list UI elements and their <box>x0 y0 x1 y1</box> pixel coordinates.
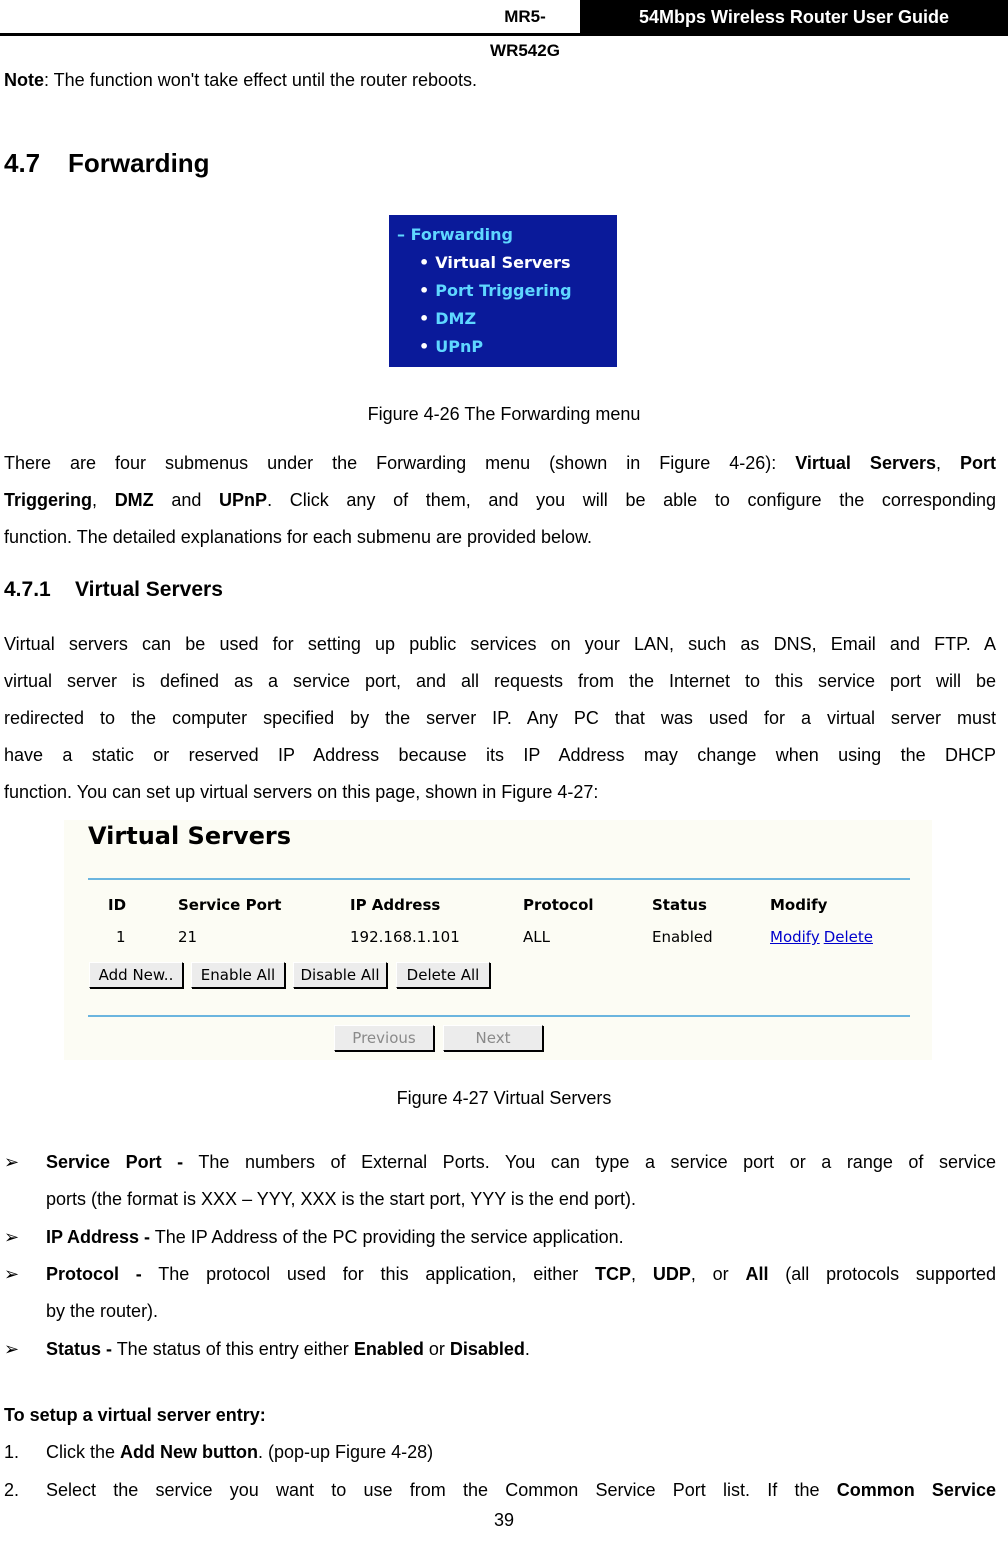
note-text: : The function won't take effect until the router reboots. <box>44 70 478 90</box>
subsection-heading <box>4 578 223 602</box>
col-header-id: ID <box>108 896 127 914</box>
vs-para-line-3: redirected to the computer specified by the server IP. Any PC that was used for a virtual server must <box>4 708 996 728</box>
row-modify-cell <box>770 928 877 946</box>
col-header-ip-address: IP Address <box>350 896 441 914</box>
bullet-status: Status - The status of this entry either Enabled or Disabled. <box>46 1339 530 1359</box>
col-header-modify: Modify <box>770 896 828 914</box>
bullet-dot-icon: • <box>419 337 430 356</box>
bullet-dot-icon: • <box>419 253 430 272</box>
intro-line-1: There are four submenus under the Forwarding menu (shown in Figure 4-26): Virtual Servers, Port <box>4 453 996 473</box>
intro-line-3: function. The detailed explanations for each submenu are provided below. <box>4 527 593 547</box>
bullet-ip-address: IP Address - The IP Address of the PC providing the service application. <box>46 1227 624 1247</box>
bullet-protocol-line-1: Protocol - The protocol used for this application, either TCP, UDP, or All (all protocols supported <box>46 1264 996 1284</box>
page-header <box>0 0 1008 60</box>
virtual-servers-panel <box>64 820 932 1060</box>
forwarding-menu-figure <box>389 215 617 367</box>
col-header-service-port: Service Port <box>178 896 282 914</box>
col-header-protocol: Protocol <box>523 896 594 914</box>
delete-all-button[interactable]: Delete All <box>396 962 490 988</box>
subsection-number: 4.7.1 <box>4 578 51 601</box>
subsection-title: Virtual Servers <box>75 578 223 601</box>
vs-para-line-5: function. You can set up virtual servers on this page, shown in Figure 4-27: <box>4 782 599 802</box>
bottom-divider <box>88 1015 910 1017</box>
menu-item-virtual-servers[interactable]: • Virtual Servers <box>419 253 571 272</box>
intro-line-2: Triggering, DMZ and UPnP. Click any of them, and you will be able to configure the corresponding <box>4 490 996 510</box>
delete-link[interactable]: Delete <box>823 928 873 946</box>
bullet-protocol-line-2: by the router). <box>46 1301 159 1321</box>
bullet-dot-icon: • <box>419 281 430 300</box>
enable-all-button[interactable]: Enable All <box>191 962 285 988</box>
bullet-service-port-line-1: Service Port - The numbers of External Ports. You can type a service port or a range of service <box>46 1152 996 1172</box>
section-title: Forwarding <box>68 148 210 178</box>
menu-item-dmz[interactable]: • DMZ <box>419 309 477 328</box>
menu-item-port-triggering[interactable]: • Port Triggering <box>419 281 572 300</box>
note-line <box>4 68 477 92</box>
page-number: 39 <box>493 1510 515 1530</box>
header-model: MR5-WR542G <box>490 7 560 60</box>
note-label: Note <box>4 70 44 90</box>
bullet-arrow-icon: ➢ <box>4 1339 20 1359</box>
next-button[interactable]: Next <box>443 1025 543 1051</box>
step-1-text: Click the Add New button. (pop-up Figure 4-28) <box>46 1442 434 1462</box>
row-protocol: ALL <box>523 928 550 946</box>
bullet-arrow-icon: ➢ <box>4 1264 20 1284</box>
bullet-arrow-icon: ➢ <box>4 1227 20 1247</box>
modify-link[interactable]: Modify <box>770 928 820 946</box>
row-status: Enabled <box>652 928 713 946</box>
collapse-icon: – <box>397 225 411 244</box>
row-service-port: 21 <box>178 928 198 946</box>
panel-title: Virtual Servers <box>88 822 291 850</box>
vs-para-line-1: Virtual servers can be used for setting up public services on your LAN, such as DNS, Email and FTP. A <box>4 634 996 654</box>
bullet-service-port-line-2: ports (the format is XXX – YYY, XXX is the start port, YYY is the end port). <box>46 1189 636 1209</box>
disable-all-button[interactable]: Disable All <box>293 962 387 988</box>
col-header-status: Status <box>652 896 707 914</box>
section-heading <box>4 148 210 179</box>
bullet-dot-icon: • <box>419 309 430 328</box>
row-ip-address: 192.168.1.101 <box>350 928 460 946</box>
step-2-number: 2. <box>4 1480 20 1500</box>
previous-button[interactable]: Previous <box>334 1025 434 1051</box>
section-number: 4.7 <box>4 148 41 178</box>
step-1-number: 1. <box>4 1442 20 1462</box>
top-divider <box>88 878 910 880</box>
forwarding-menu-title[interactable]: – Forwarding <box>397 225 513 244</box>
menu-item-upnp[interactable]: • UPnP <box>419 337 484 356</box>
header-rule <box>0 33 1008 36</box>
row-id: 1 <box>116 928 126 946</box>
step-2-text: Select the service you want to use from the Common Service Port list. If the Common Service <box>46 1480 996 1500</box>
add-new-button[interactable]: Add New.. <box>89 962 183 988</box>
bullet-arrow-icon: ➢ <box>4 1152 20 1172</box>
header-guide-title: 54Mbps Wireless Router User Guide <box>580 0 1008 34</box>
setup-heading: To setup a virtual server entry: <box>4 1405 266 1425</box>
vs-para-line-4: have a static or reserved IP Address because its IP Address may change when using the DHCP <box>4 745 996 765</box>
vs-para-line-2: virtual server is defined as a service port, and all requests from the Internet to this service port will be <box>4 671 996 691</box>
figure-26-caption: Figure 4-26 The Forwarding menu <box>367 404 641 424</box>
figure-27-caption: Figure 4-27 Virtual Servers <box>396 1088 612 1108</box>
